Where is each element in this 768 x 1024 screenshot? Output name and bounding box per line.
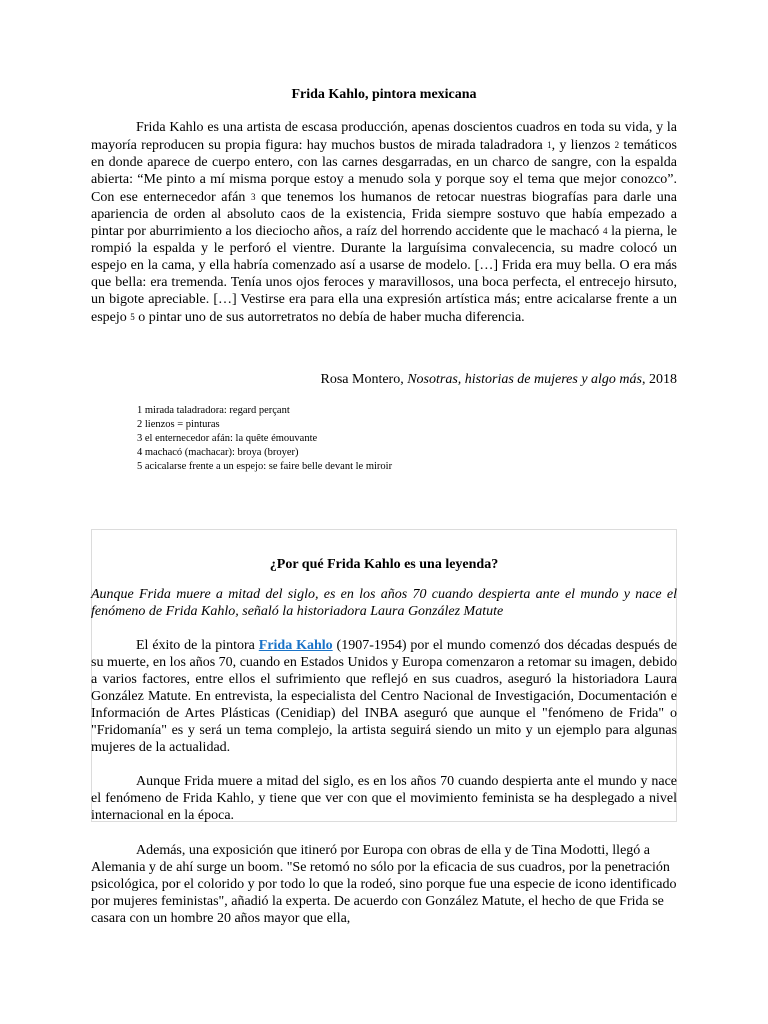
footnotes-list (137, 404, 657, 474)
paragraph-text: Frida Kahlo es una artista de escasa producción, apenas doscientos cuadros en toda su vida, y la mayoría reproducen su propia figura: hay muchos bustos de mirada taladradora (91, 120, 677, 153)
citation-author: Rosa Montero, (320, 372, 408, 387)
footnote-item: 4 machacó (machacar): broya (broyer) (137, 447, 299, 458)
article-subtitle: Aunque Frida muere a mitad del siglo, es en los años 70 cuando despierta ante el mundo y nace el fenómeno de Frida Kahlo, señaló la historiadora Laura González Matute (91, 587, 677, 619)
paragraph-text: la pierna, le rompió la espalda y le perforó el vientre. Durante la larguísima convalecencia, su madre colocó un espejo en la cama, y ella habría comenzado así a usarse de modelo. […] Frida era muy bella. O era más que bella: era tremenda. Tenía unos ojos feroces y maravillosos, una boca perfecta, el entrecejo hirsuto, un bigote apreciable. […] Vestirse era para ella una expresión artística más; entre acicalarse frente a un espejo (91, 224, 678, 325)
citation-work: Nosotras, historias de mujeres y algo más (407, 372, 642, 387)
footnote-marker: 5 (130, 311, 135, 322)
footnote-item: 3 el enternecedor afán: la quête émouvante (137, 433, 318, 444)
footnote-item: 5 acicalarse frente a un espejo: se faire belle devant le miroir (137, 461, 393, 472)
paragraph-text: temáticos en donde aparece de cuerpo entero, con las carnes desgarradas, en un charco de sangre, con la espalda abierta: “Me pinto a mí misma porque estoy a menudo sola y porque soy el tema que mejor conozco”. Con ese enternecedor afán (91, 137, 677, 205)
body-paragraph (91, 120, 677, 327)
paragraph-text: El éxito de la pintora (136, 638, 259, 653)
footnote-marker: 1 (547, 139, 552, 150)
footnote-marker: 4 (602, 226, 608, 237)
article-title: ¿Por qué Frida Kahlo es una leyenda? (269, 557, 499, 572)
footnote-item: 2 lienzos = pinturas (137, 419, 220, 430)
footnote-marker: 2 (614, 139, 620, 150)
paragraph-text: , y lienzos (551, 137, 611, 153)
continuation-paragraph: Además, una exposición que itineró por Europa con obras de ella y de Tina Modotti, llegó a Alemania y de ahí surge un boom. "Se retomó no sólo por la eficacia de sus cuadros, por la penetración psicológica, por el colorido y por todo lo que la rodeó, sino porque fue una especie de icono identificado por mujeres feministas", añadió la experta. De acuerdo con González Matute, el hecho de que Frida se casara con un hombre 20 años mayor que ella, (91, 843, 677, 926)
paragraph-text: (1907-1954) por el mundo comenzó dos décadas después de su muerte, en los años 70, cuando en Estados Unidos y Europa comenzaron a retomar su imagen, debido a varios factores, entre ellos el sufrimiento que reflejó en sus cuadros, aseguró la historiadora Laura González Matute. En entrevista, la especialista del Centro Nacional de Investigación, Documentación e Información de Artes Plásticas (Cenidiap) del INBA aseguró que aunque el "fenómeno de Frida" o "Fridomanía" es y será un tema complejo, la artista seguirá siendo un mito y un ejemplo para algunas mujeres de la actualidad. (91, 638, 677, 755)
paragraph-text: que tenemos los humanos de retocar nuestras biografías para darle una apariencia de orden al absoluto caos de la existencia, Frida siempre sostuvo que había empezado a pintar por aburrimiento a los dieciocho años, a raíz del horrendo accidente que le machacó (91, 189, 678, 240)
frida-kahlo-link[interactable]: Frida Kahlo (258, 638, 333, 653)
footnote-marker: 3 (250, 191, 256, 202)
paragraph-text: o pintar uno de sus autorretratos no debía de haber mucha diferencia. (138, 309, 525, 325)
article-paragraph (91, 637, 677, 756)
page-title: Frida Kahlo, pintora mexicana (291, 87, 477, 102)
article-paragraph: Aunque Frida muere a mitad del siglo, es en los años 70 cuando despierta ante el mundo y nace el fenómeno de Frida Kahlo, y tiene que ver con que el movimiento feminista se ha desplegado a nivel internacional en la época. (91, 774, 677, 823)
footnote-item: 1 mirada taladradora: regard perçant (137, 405, 290, 416)
citation-year: , 2018 (642, 372, 677, 387)
citation (91, 371, 677, 389)
